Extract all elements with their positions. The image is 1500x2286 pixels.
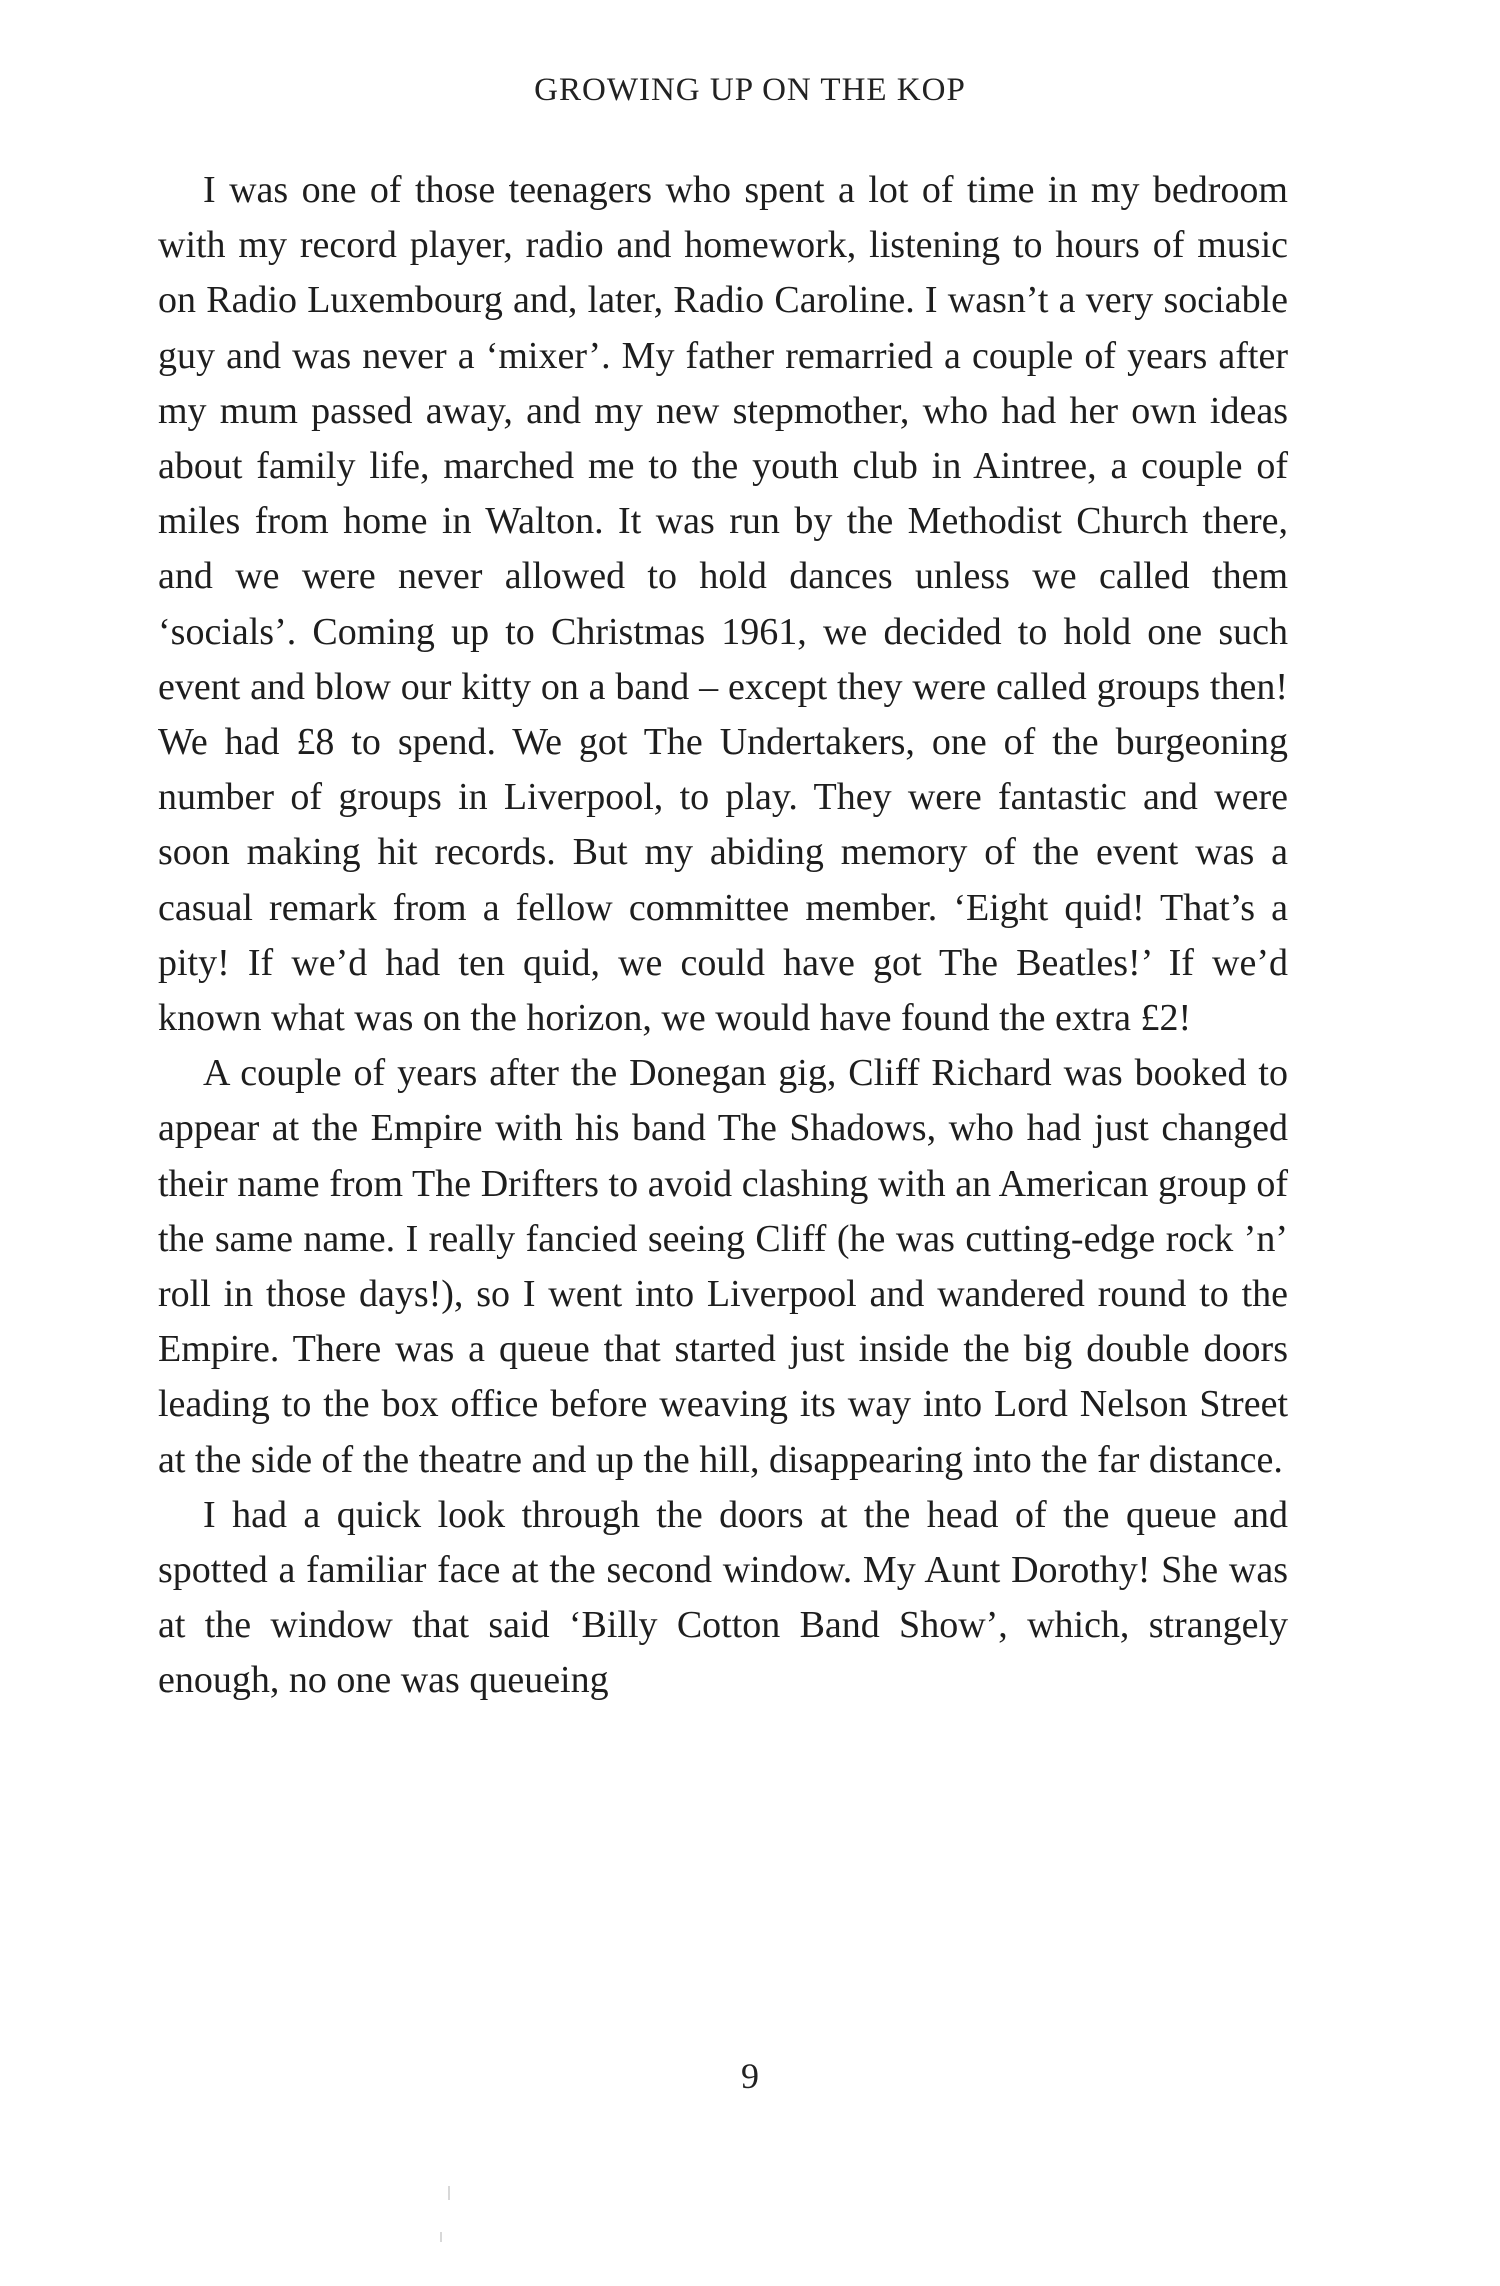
- body-text: [158, 163, 1288, 1709]
- paragraph-1: I was one of those teenagers who spent a lot of time in my bedroom with my record player, radio and homework, listening to hours of music on Radio Luxembourg and, later, Radio Caroline. I wasn’t a very sociable guy and was never a ‘mixer’. My father remarried a couple of years after my mum passed away, and my new stepmother, who had her own ideas about family life, marched me to the youth club in Aintree, a couple of miles from home in Walton. It was run by the Methodist Church there, and we were never allowed to hold dances unless we called them ‘socials’. Coming up to Christmas 1961, we decided to hold one such event and blow our kitty on a band – except they were called groups then! We had £8 to spend. We got The Undertakers, one of the burgeoning number of groups in Liverpool, to play. They were fantastic and were soon making hit records. But my abiding memory of the event was a casual remark from a fellow committee member. ‘Eight quid! That’s a pity! If we’d had ten quid, we could have got The Beatles!’ If we’d known what was on the horizon, we would have found the extra £2!: [158, 169, 1288, 1040]
- paragraph-2: A couple of years after the Donegan gig, Cliff Richard was booked to appear at the Empire with his band The Shadows, who had just changed their name from The Drifters to avoid clashing with an American group of the same name. I really fancied seeing Cliff (he was cutting-edge rock ’n’ roll in those days!), so I went into Liverpool and wandered round to the Empire. There was a queue that started just inside the big double doors leading to the box office before weaving its way into Lord Nelson Street at the side of the theatre and up the hill, disappearing into the far distance.: [158, 1052, 1288, 1481]
- scan-mark: [448, 2186, 450, 2200]
- paragraph-3: I had a quick look through the doors at the head of the queue and spotted a familiar face at the second window. My Aunt Dorothy! She was at the window that said ‘Billy Cotton Band Show’, which, strangely enough, no one was queueing: [158, 1493, 1288, 1702]
- running-head: GROWING UP ON THE KOP: [534, 72, 966, 108]
- scan-mark: [440, 2232, 442, 2242]
- page-number: 9: [741, 2056, 759, 2096]
